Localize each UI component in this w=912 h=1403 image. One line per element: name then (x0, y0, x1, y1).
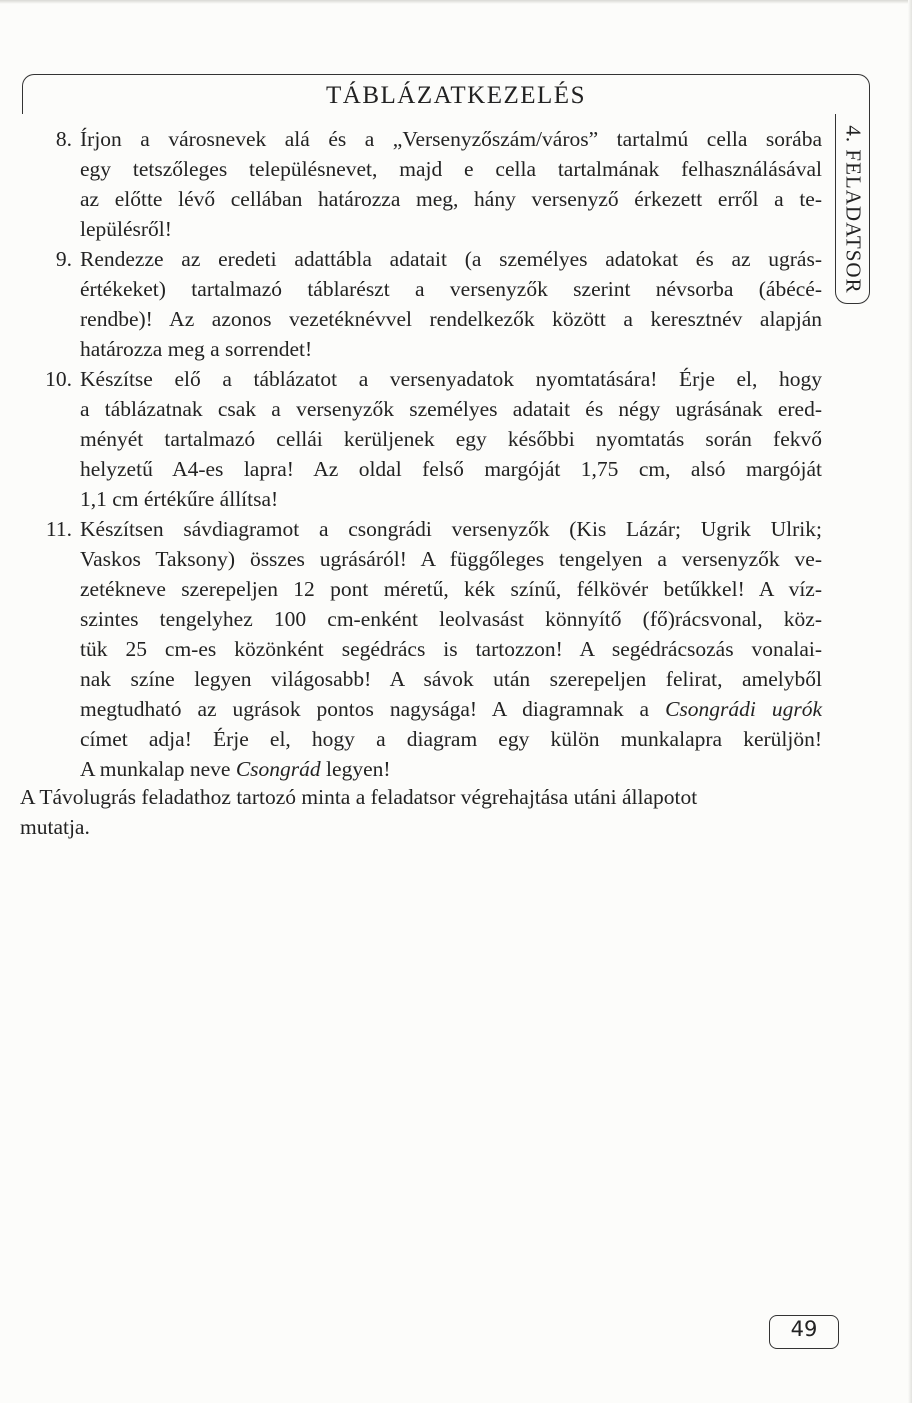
text-line: egy tetszőleges településnevet, majd e cella tartalmának felhasználásával (80, 157, 822, 181)
text-line (80, 694, 822, 724)
text-line: Vaskos Taksony) összes ugrásáról! A függőleges tengelyen a versenyzők ve- (80, 547, 822, 571)
task-text (80, 514, 822, 784)
text-line: Készítsen sávdiagramot a csongrádi versenyzők (Kis Lázár; Ugrik Ulrik; (80, 517, 822, 541)
text-line: nak színe legyen világosabb! A sávok után szerepeljen felirat, amelyből (80, 667, 822, 691)
task-text (80, 124, 822, 244)
closing-line: mutatja. (20, 815, 90, 839)
text-line: Írjon a városnevek alá és a „Versenyzőszám/város” tartalmú cella sorába (80, 127, 822, 151)
task-number: 9. (55, 247, 72, 271)
task-list (30, 124, 822, 784)
page-title: TÁBLÁZATKEZELÉS (326, 82, 586, 109)
closing-line: A Távolugrás feladathoz tartozó minta a feladatsor végrehajtása utáni állapotot (20, 785, 698, 809)
text-line: az előtte lévő cellában határozza meg, hány versenyző érkezett erről a te- (80, 187, 822, 211)
task-item-8 (30, 124, 822, 244)
text-line: rendbe)! Az azonos vezetéknévvel rendelkezők között a keresztnév alapján (80, 307, 822, 331)
task-item-10 (30, 364, 822, 514)
text-line: Készítse elő a táblázatot a versenyadatok nyomtatására! Érje el, hogy (80, 367, 822, 391)
scan-edge-right (908, 0, 912, 1403)
text-line: 1,1 cm értékűre állítsa! (80, 487, 279, 511)
chapter-tab (836, 120, 870, 298)
closing-paragraph (20, 782, 820, 842)
chapter-tab-label: 4. FELADATSOR (841, 124, 866, 294)
text-line: határozza meg a sorrendet! (80, 337, 313, 361)
text-line: szintes tengelyhez 100 cm-enként leolvasást könnyítő (fő)rácsvonal, köz- (80, 607, 822, 631)
text-line: ményét tartalmazó cellái kerüljenek egy későbbi nyomtatás során fekvő (80, 427, 822, 451)
text-line: Rendezze az eredeti adattábla adatait (a személyes adatokat és az ugrás- (80, 247, 822, 271)
text-line: értékeket) tartalmazó táblarészt a versenyzők szerint névsorba (ábécé- (80, 277, 822, 301)
task-text (80, 364, 822, 514)
chart-title-term: Csongrádi ugrók (665, 697, 822, 721)
task-item-9 (30, 244, 822, 364)
task-number: 11. (45, 517, 72, 541)
text-run: legyen! (320, 757, 391, 781)
sheet-name-term: Csongrád (235, 757, 321, 781)
task-number: 8. (55, 127, 72, 151)
task-item-11 (30, 514, 822, 784)
task-text (80, 244, 822, 364)
text-line: lepülésről! (80, 217, 172, 241)
text-run: A munkalap neve (80, 757, 236, 781)
text-line: helyzetű A4-es lapra! Az oldal felső margóját 1,75 cm, alsó margóját (80, 457, 822, 481)
text-line: címet adja! Érje el, hogy a diagram egy külön munkalapra kerüljön! (80, 727, 822, 751)
text-run: megtudható az ugrások pontos nagysága! A diagramnak a (80, 697, 666, 721)
text-line (80, 754, 822, 784)
text-line: tük 25 cm-es közönként segédrács is tartozzon! A segédrácsozás vonalai- (80, 637, 822, 661)
page-number: 49 (790, 1317, 818, 1341)
text-line: a táblázatnak csak a versenyzők személyes adatait és négy ugrásának ered- (80, 397, 822, 421)
text-line: zetékneve szerepeljen 12 pont méretű, kék színű, félkövér betűkkel! A víz- (80, 577, 822, 601)
task-number: 10. (45, 367, 72, 391)
scan-edge-top (0, 0, 912, 4)
